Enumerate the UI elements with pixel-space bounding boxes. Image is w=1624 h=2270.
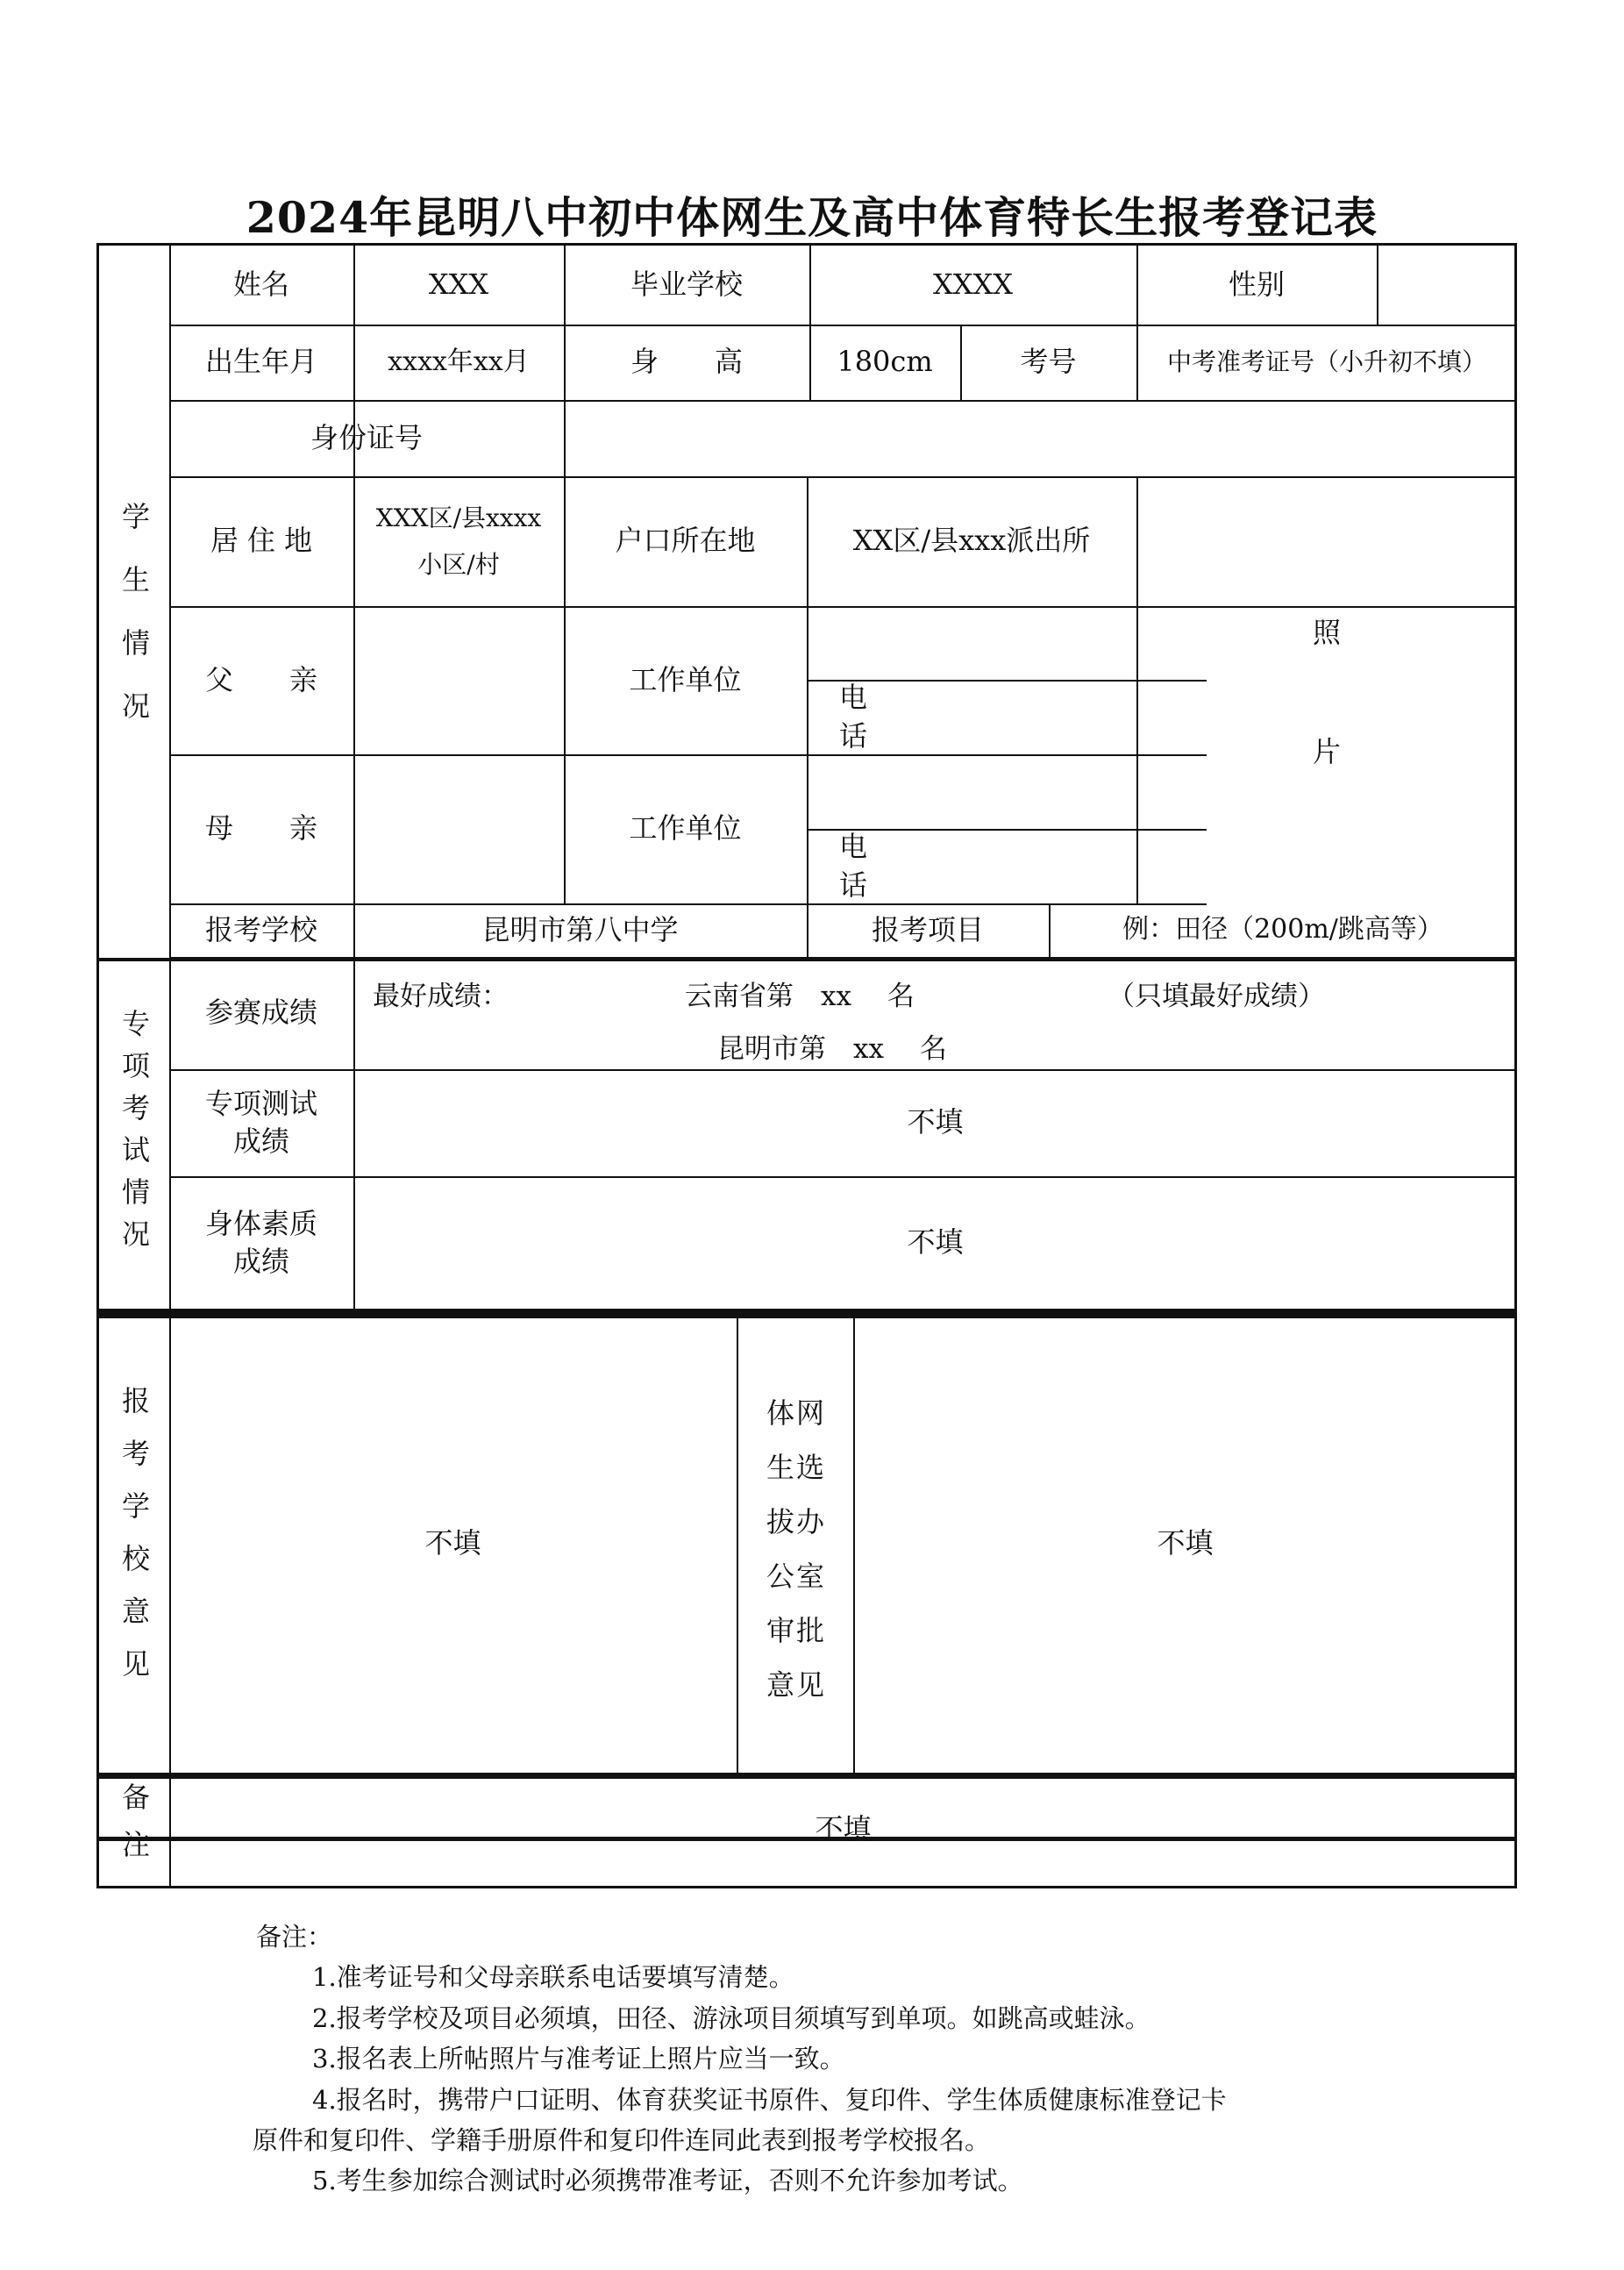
residence-label: 居 住 地 <box>210 524 313 558</box>
exam-no-label: 考号 <box>1020 345 1077 379</box>
school-label: 毕业学校 <box>630 268 743 302</box>
apply-school-value[interactable]: 昆明市第八中学 <box>481 912 679 946</box>
competition-best-label: 最好成绩： <box>373 981 509 1012</box>
physical-label: 身体素质 成绩 <box>204 1206 317 1278</box>
residence-value[interactable]: XXX区/县xxxx 小区/村 <box>375 503 542 579</box>
office-opinion-value[interactable]: 不填 <box>1157 1525 1214 1560</box>
competition-province[interactable]: 云南省第 xx 名 <box>685 981 915 1012</box>
apply-item-value[interactable]: 例：田径（200m/跳高等） <box>1122 914 1443 946</box>
name-label: 姓名 <box>232 268 289 302</box>
birth-value[interactable]: xxxx年xx月 <box>388 346 530 377</box>
father-work-label: 工作单位 <box>629 662 742 696</box>
note-item: 1.准考证号和父母亲联系电话要填写清楚。 <box>312 1962 794 1993</box>
gender-value[interactable] <box>1377 246 1517 325</box>
mother-name[interactable] <box>353 754 564 903</box>
hukou-value[interactable]: XX区/县xxx派出所 <box>852 524 1091 558</box>
photo-char-1: 照 <box>1312 615 1341 649</box>
id-value[interactable] <box>564 400 1517 476</box>
section-opinion: 报考学校意见 <box>118 1385 151 1702</box>
hukou-label: 户口所在地 <box>615 524 756 558</box>
photo-box[interactable] <box>1136 476 1517 903</box>
notes-heading: 备注： <box>256 1922 333 1952</box>
mother-label: 母 亲 <box>204 811 317 846</box>
special-test-value[interactable]: 不填 <box>907 1105 964 1139</box>
id-label: 身份证号 <box>310 420 423 454</box>
mother-work-label: 工作单位 <box>629 811 742 846</box>
remark-value[interactable]: 不填 <box>815 1812 872 1846</box>
height-label: 身 高 <box>630 345 743 379</box>
mother-phone-label[interactable]: 电话 <box>838 830 867 902</box>
form-title: 2024年昆明八中初中体网生及高中体育特长生报考登记表 <box>246 192 1378 243</box>
mother-work-value[interactable] <box>807 754 1136 829</box>
father-label: 父 亲 <box>204 662 317 696</box>
competition-note: （只填最好成绩） <box>1108 981 1325 1012</box>
note-item: 3.报名表上所帖照片与准考证上照片应当一致。 <box>312 2044 845 2074</box>
exam-no-value[interactable]: 中考准考证号（小升初不填） <box>1166 347 1486 377</box>
competition-label: 参赛成绩 <box>204 996 317 1030</box>
apply-school-label: 报考学校 <box>204 912 317 946</box>
notes-block <box>246 1917 1368 2202</box>
note-item: 原件和复印件、学籍手册原件和复印件连同此表到报考学校报名。 <box>253 2124 991 2155</box>
name-value[interactable]: XXX <box>428 268 489 302</box>
note-item: 2.报考学校及项目必须填，田径、游泳项目须填写到单项。如跳高或蛙泳。 <box>312 2002 1150 2033</box>
father-name[interactable] <box>353 606 564 754</box>
special-test-label: 专项测试 成绩 <box>204 1086 317 1158</box>
note-item: 5.考生参加综合测试时必须携带准考证，否则不允许参加考试。 <box>312 2166 1023 2196</box>
note-item: 4.报名时，携带户口证明、体育获奖证书原件、复印件、学生体质健康标准登记卡 <box>312 2084 1227 2115</box>
birth-label: 出生年月 <box>204 345 317 379</box>
photo-char-2: 片 <box>1312 734 1341 768</box>
office-opinion-label: 体网生选拔办公室审批意见 <box>766 1396 826 1702</box>
school-opinion-value[interactable]: 不填 <box>424 1525 481 1560</box>
gender-label: 性别 <box>1228 268 1285 302</box>
section-special: 专项考试情况 <box>118 1009 151 1261</box>
physical-value[interactable]: 不填 <box>907 1225 964 1260</box>
competition-city[interactable]: 昆明市第 xx 名 <box>717 1033 947 1065</box>
section-remark: 备注 <box>118 1782 151 1877</box>
apply-item-label: 报考项目 <box>871 912 984 946</box>
school-value[interactable]: XXXX <box>932 268 1014 302</box>
father-phone-label[interactable]: 电话 <box>838 681 867 753</box>
father-work-value[interactable] <box>807 606 1136 680</box>
height-value[interactable]: 180cm <box>837 345 933 379</box>
section-student: 学生情况 <box>118 501 151 754</box>
registration-form <box>96 243 1517 1888</box>
